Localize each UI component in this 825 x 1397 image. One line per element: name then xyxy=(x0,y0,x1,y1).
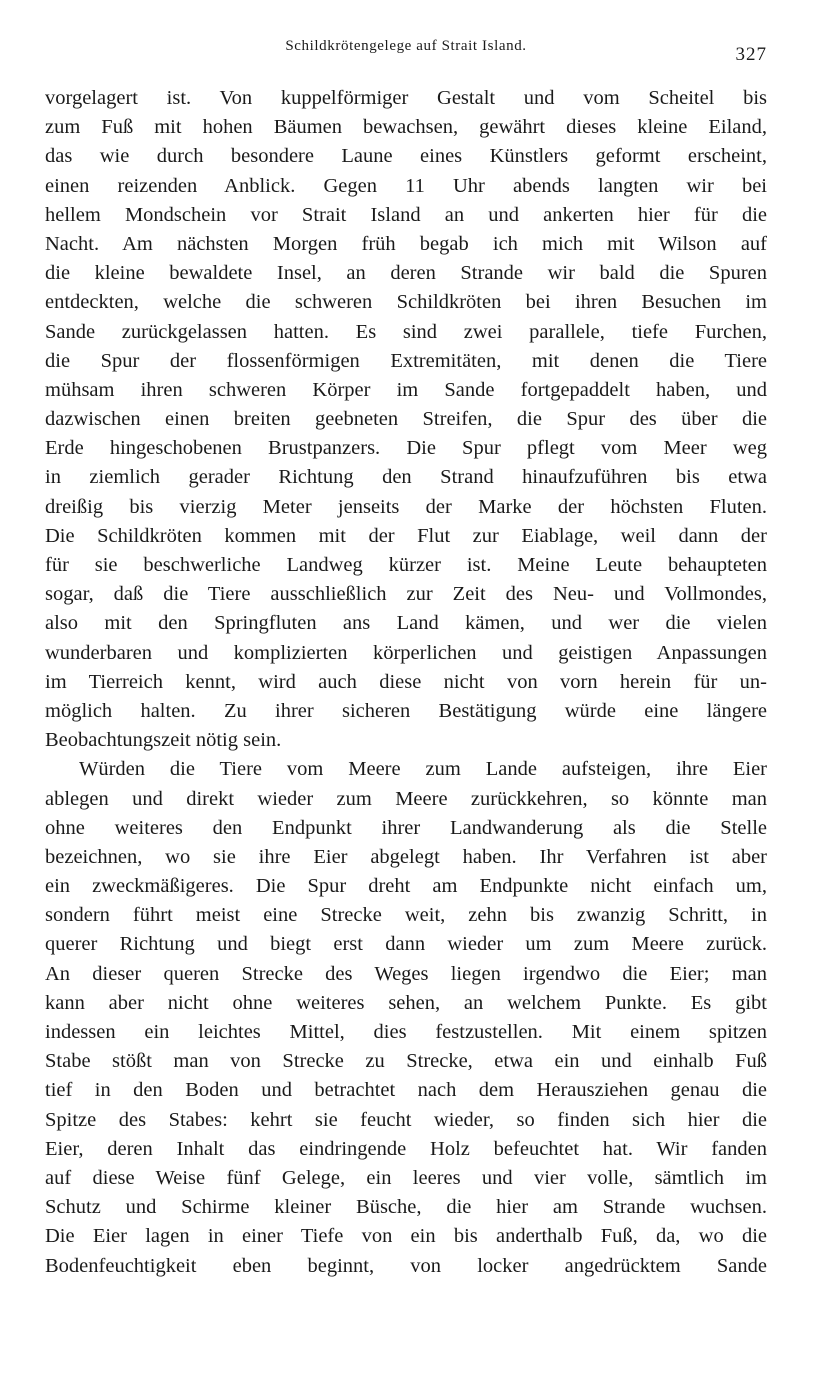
text-line: entdeckten, welche die schweren Schildkröten bei ihren Besuchen im xyxy=(45,291,767,314)
running-title: Schildkrötengelege auf Strait Island. xyxy=(285,38,527,54)
text-line: querer Richtung und biegt erst dann wieder um zum Meere zurück. xyxy=(45,933,767,956)
text-line: im Tierreich kennt, wird auch diese nicht von vorn herein für un- xyxy=(45,670,767,693)
text-line: Schutz und Schirme kleiner Büsche, die hier am Strande wuchsen. xyxy=(45,1196,767,1219)
text-line: Nacht. Am nächsten Morgen früh begab ich mich mit Wilson auf xyxy=(45,232,767,255)
text-line: Sande zurückgelassen hatten. Es sind zwei parallele, tiefe Furchen, xyxy=(45,320,767,343)
text-line: Stabe stößt man von Strecke zu Strecke, etwa ein und einhalb Fuß xyxy=(45,1050,767,1073)
text-line: kann aber nicht ohne weiteres sehen, an welchem Punkte. Es gibt xyxy=(45,991,767,1014)
text-line: zum Fuß mit hohen Bäumen bewachsen, gewährt dieses kleine Eiland, xyxy=(45,116,767,139)
text-line: sogar, daß die Tiere ausschließlich zur Zeit des Neu- und Vollmondes, xyxy=(45,583,767,606)
text-line: ablegen und direkt wieder zum Meere zurückkehren, so könnte man xyxy=(45,787,767,810)
text-line: Eier, deren Inhalt das eindringende Holz befeuchtet hat. Wir fanden xyxy=(45,1137,767,1160)
text-line: ohne weiteres den Endpunkt ihrer Landwanderung als die Stelle xyxy=(45,816,767,839)
text-line: Erde hingeschobenen Brustpanzers. Die Spur pflegt vom Meer weg xyxy=(45,437,767,460)
text-line: dazwischen einen breiten geebneten Streifen, die Spur des über die xyxy=(45,408,767,431)
running-head xyxy=(45,32,767,72)
text-line: wunderbaren und komplizierten körperlichen und geistigen Anpassungen xyxy=(45,641,767,664)
paragraph xyxy=(45,84,767,755)
text-line: das wie durch besondere Laune eines Künstlers geformt erscheint, xyxy=(45,145,767,168)
text-line: vorgelagert ist. Von kuppelförmiger Gestalt und vom Scheitel bis xyxy=(45,87,767,109)
text-line: An dieser queren Strecke des Weges liegen irgendwo die Eier; man xyxy=(45,962,767,985)
text-line: Die Schildkröten kommen mit der Flut zur Eiablage, weil dann der xyxy=(45,524,767,547)
text-line: für sie beschwerliche Landweg kürzer ist. Meine Leute behaupteten xyxy=(45,554,767,576)
text-line: Die Eier lagen in einer Tiefe von ein bis anderthalb Fuß, da, wo die xyxy=(45,1225,767,1248)
text-line: die Spur der flossenförmigen Extremitäten, mit denen die Tiere xyxy=(45,349,767,372)
text-line: also mit den Springfluten ans Land kämen, und wer die vielen xyxy=(45,612,767,635)
text-line: Spitze des Stabes: kehrt sie feucht wieder, so finden sich hier die xyxy=(45,1108,767,1131)
text-line: hellem Mondschein vor Strait Island an und ankerten hier für die xyxy=(45,203,767,226)
text-line: die kleine bewaldete Insel, an deren Strande wir bald die Spuren xyxy=(45,262,767,285)
text-line: Beobachtungszeit nötig sein. xyxy=(45,729,282,752)
text-line: tief in den Boden und betrachtet nach dem Herausziehen genau die xyxy=(45,1079,767,1102)
text-line: einen reizenden Anblick. Gegen 11 Uhr abends langten wir bei xyxy=(45,174,767,197)
paragraph xyxy=(45,755,767,1280)
text-line: mühsam ihren schweren Körper im Sande fortgepaddelt haben, und xyxy=(45,378,767,401)
text-line: Bodenfeuchtigkeit eben beginnt, von locker angedrücktem Sande xyxy=(45,1254,767,1277)
text-line: sondern führt meist eine Strecke weit, zehn bis zwanzig Schritt, in xyxy=(45,904,767,927)
text-line: indessen ein leichtes Mittel, dies festzustellen. Mit einem spitzen xyxy=(45,1021,767,1043)
text-line: bezeichnen, wo sie ihre Eier abgelegt haben. Ihr Verfahren ist aber xyxy=(45,845,767,868)
text-line: ein zweckmäßigeres. Die Spur dreht am Endpunkte nicht einfach um, xyxy=(45,875,767,898)
text-line: auf diese Weise fünf Gelege, ein leeres und vier volle, sämtlich im xyxy=(45,1166,767,1189)
text-line: dreißig bis vierzig Meter jenseits der Marke der höchsten Fluten. xyxy=(45,495,767,518)
book-page xyxy=(45,32,767,1281)
text-line: Würden die Tiere vom Meere zum Lande aufsteigen, ihre Eier xyxy=(79,758,767,781)
text-line: in ziemlich gerader Richtung den Strand hinaufzuführen bis etwa xyxy=(45,466,767,489)
text-line: möglich halten. Zu ihrer sicheren Bestätigung würde eine längere xyxy=(45,699,767,722)
body-text xyxy=(45,84,767,1281)
page-number: 327 xyxy=(735,44,767,65)
